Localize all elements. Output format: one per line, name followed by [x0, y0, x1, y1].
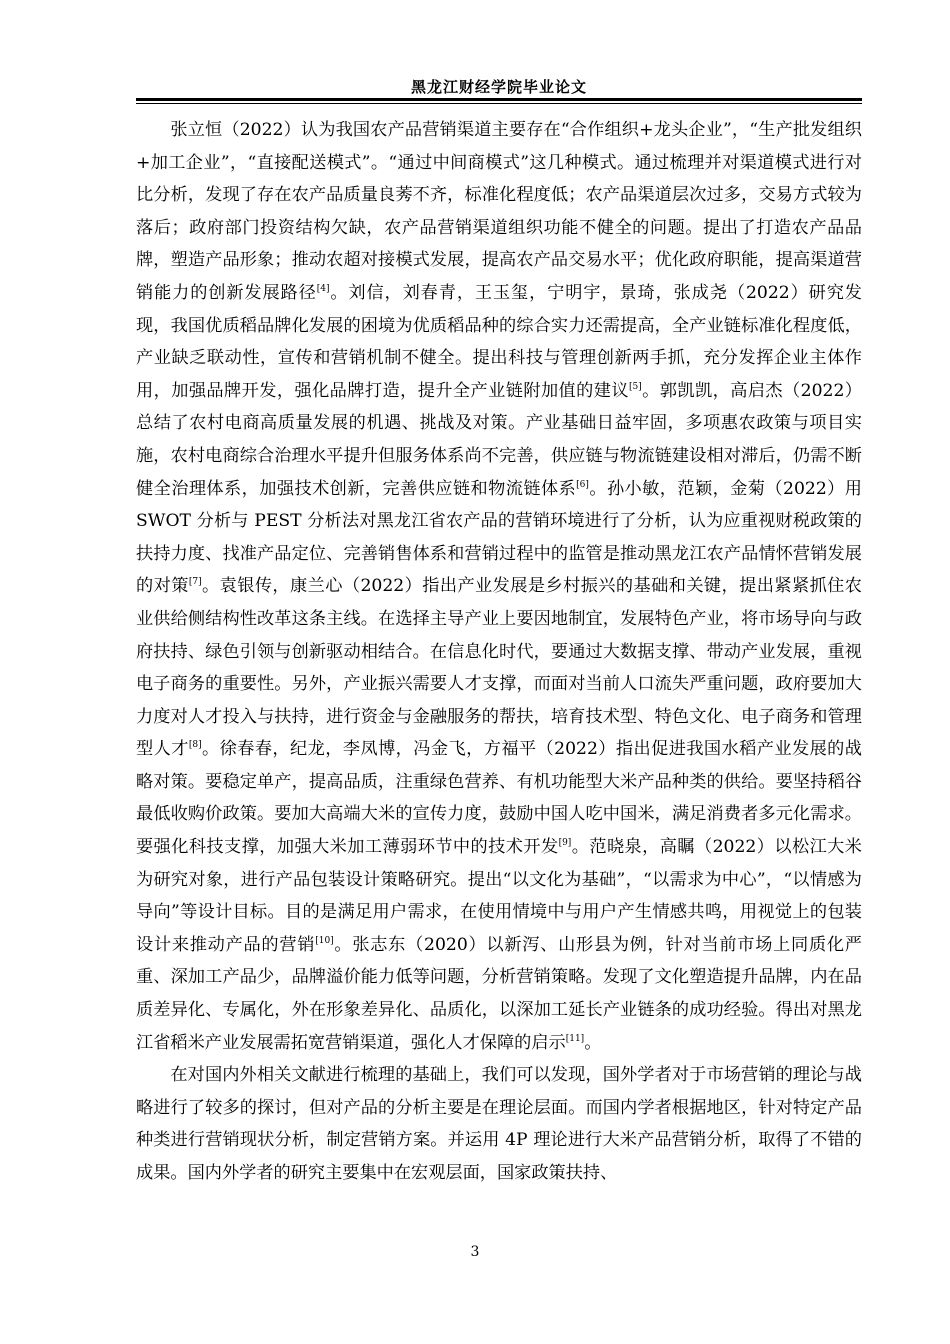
body-text: [136, 114, 862, 1190]
reference-marker: [4]: [316, 283, 330, 294]
citation-text: 孙小敏，范颖，金菊（2022）用 SWOT 分析与 PEST 分析法对黑龙江省农产品的营销环境进行了分析，认为应重视财税政策的扶持力度、找准产品定位、完善销售体系和营销过程中的监管是推动黑龙江农产品情怀营销发展的对策: [136, 478, 862, 597]
sentence-end: 。: [333, 934, 353, 955]
paragraph-summary: 在对国内外相关文献进行梳理的基础上，我们可以发现，国外学者对于市场营销的理论与战略进行了较多的探讨，但对产品的分析主要是在理论层面。而国内学者根据地区，针对特定产品种类进行营销现状分析，制定营销方案。并运用 4P 理论进行大米产品营销分析，取得了不错的成果。国内外学者的研究主要集中在宏观层面，国家政策扶持、: [136, 1065, 862, 1183]
sentence-end: 。: [584, 1032, 602, 1053]
reference-marker: [8]: [188, 740, 202, 751]
citation-text: 刘信，刘春青，王玉玺，宁明宇，景琦，张成尧（2022）研究发现，我国优质稻品牌化发展的困境为优质稻品种的综合实力还需提高，全产业链标准化程度低，产业缺乏联动性，宣传和营销机制不健全。提出科技与管理创新两手抓，充分发挥企业主体作用，加强品牌开发，强化品牌打造，提升全产业链附加值的建议: [136, 282, 862, 401]
reference-marker: [11]: [565, 1033, 585, 1044]
citation-text: 范晓泉，高瞩（2022）以松江大米为研究对象，进行产品包装设计策略研究。提出“以文化为基础”，“以需求为中心”，“以情感为导向”等设计目标。目的是满足用户需求，在使用情境中与用户产生情感共鸣，用视觉上的包装设计来推动产品的营销: [136, 837, 862, 955]
citation-text: 袁银传，康兰心（2022）指出产业发展是乡村振兴的基础和关键，提出紧紧抓住农业供给侧结构性改革这条主线。在选择主导产业上要因地制宜，发展特色产业，将市场导向与政府扶持、绿色引领与创新驱动相结合。在信息化时代，要通过大数据支撑、带动产业发展，重视电子商务的重要性。另外，产业振兴需要人才支撑，而面对当前人口流失严重问题，政府要加大力度对人才投入与扶持，进行资金与金融服务的帮扶，培育技术型、特色文化、电子商务和管理型人才: [136, 576, 862, 760]
sentence-end: 。: [571, 837, 590, 858]
page-number: 3: [470, 1244, 480, 1260]
citation-text: 张志东（2020）以新泻、山形县为例，针对当前市场上同质化严重、深加工产品少，品牌溢价能力低等问题，分析营销策略。发现了文化塑造提升品牌，内在品质差异化、专属化，外在形象差异化、品质化，以深加工延长产业链条的成功经验。得出对黑龙江省稻米产业发展需拓宽营销渠道，强化人才保障的启示: [136, 934, 862, 1053]
citation-text: 郭凯凯，高启杰（2022）总结了农村电商高质量发展的机遇、挑战及对策。产业基础日益牢固，多项惠农政策与项目实施，农村电商综合治理水平提升但服务体系尚不完善，供应链与物流链建设相对滞后，仍需不断健全治理体系，加强技术创新，完善供应链和物流链体系: [136, 380, 862, 499]
reference-marker: [6]: [576, 479, 589, 490]
reference-marker: [10]: [315, 935, 334, 946]
sentence-end: 。: [201, 576, 220, 597]
reference-marker: [7]: [188, 577, 202, 588]
reference-marker: [5]: [629, 381, 642, 392]
header-rule-thin: [136, 103, 862, 104]
sentence-end: 。: [588, 478, 607, 499]
reference-marker: [9]: [558, 838, 572, 849]
sentence-end: 。: [201, 739, 220, 760]
header-rule-thick: [136, 98, 862, 101]
citation-text: 张立恒（2022）认为我国农产品营销渠道主要存在“合作组织+龙头企业”，“生产批发组织+加工企业”，“直接配送模式”。“通过中间商模式”这几种模式。通过梳理并对渠道模式进行对比分析，发现了存在农产品质量良莠不齐，标准化程度低；农产品渠道层次过多，交易方式较为落后；政府部门投资结构欠缺，农产品营销渠道组织功能不健全的问题。提出了打造农产品品牌，塑造产品形象；推动农超对接模式发展，提高农产品交易水平；优化政府职能，提高渠道营销能力的创新发展路径: [136, 120, 862, 303]
sentence-end: 。: [329, 282, 349, 303]
paragraph-literature-review: [136, 114, 862, 1059]
citation-text: 徐春春，纪龙，李凤博，冯金飞，方福平（2022）指出促进我国水稻产业发展的战略对策。要稳定单产，提高品质，注重绿色营养、有机功能型大米产品种类的供给。要坚持稻谷最低收购价政策。要加大高端大米的宣传力度，鼓励中国人吃中国米，满足消费者多元化需求。要强化科技支撑，加强大米加工薄弱环节中的技术开发: [136, 739, 862, 858]
sentence-end: 。: [641, 380, 660, 401]
running-header: 黑龙江财经学院毕业论文: [410, 78, 587, 96]
